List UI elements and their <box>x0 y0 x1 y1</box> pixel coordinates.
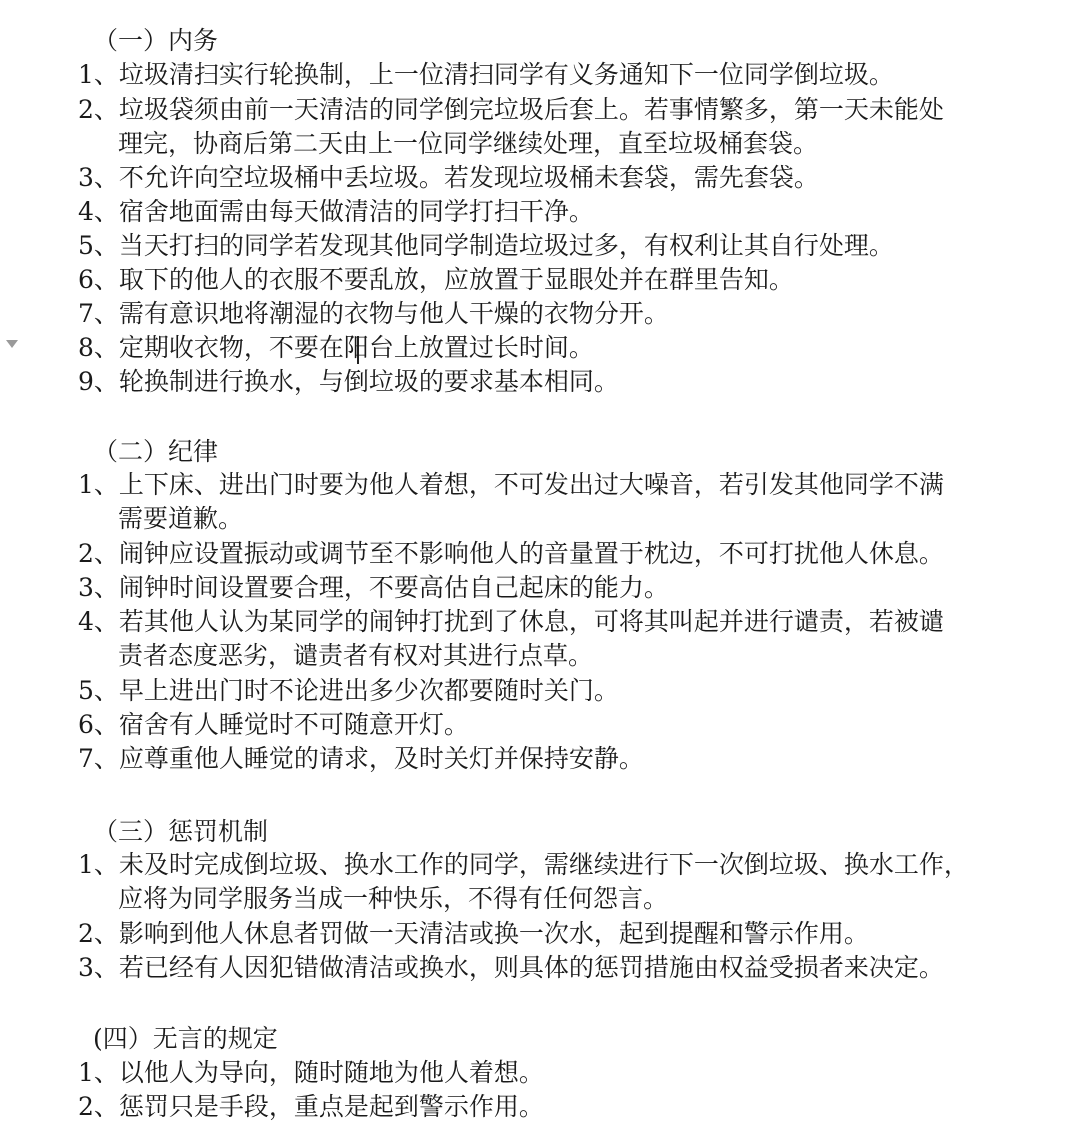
item-number: 2、 <box>78 95 119 124</box>
list-item <box>78 537 1038 571</box>
item-continuation-line <box>78 882 1038 916</box>
item-line <box>78 708 1038 742</box>
section-title: （一）内务 <box>93 26 219 55</box>
item-line <box>78 263 1038 297</box>
list-item <box>78 331 1038 365</box>
item-line <box>78 195 1038 229</box>
item-text: 需有意识地将潮湿的衣物与他人干燥的衣物分开。 <box>118 299 669 328</box>
list-item <box>78 93 1038 161</box>
item-number: 7、 <box>78 299 119 328</box>
item-line <box>78 297 1038 331</box>
list-item <box>78 263 1038 297</box>
item-line <box>78 468 1038 502</box>
list-item <box>78 195 1038 229</box>
item-continuation-line <box>78 502 1038 536</box>
item-text: 宿舍有人睡觉时不可随意开灯。 <box>118 710 469 739</box>
item-number: 5、 <box>78 231 119 260</box>
item-line <box>78 161 1038 195</box>
item-number: 2、 <box>78 1092 119 1121</box>
item-number: 3、 <box>78 573 119 602</box>
collapse-triangle-icon[interactable] <box>6 340 18 348</box>
item-text: 应尊重他人睡觉的请求，及时关灯并保持安静。 <box>118 744 644 773</box>
item-number: 3、 <box>78 953 119 982</box>
item-number: 1、 <box>78 470 119 499</box>
list-item <box>78 229 1038 263</box>
list-item <box>78 161 1038 195</box>
item-number: 4、 <box>78 197 119 226</box>
item-number: 6、 <box>78 710 119 739</box>
list-item <box>78 742 1038 776</box>
item-number: 8、 <box>78 333 119 362</box>
item-text: 以他人为导向，随时随地为他人着想。 <box>118 1058 544 1087</box>
item-text: 不允许向空垃圾桶中丢垃圾。若发现垃圾桶未套袋，需先套袋。 <box>118 163 819 192</box>
item-text: 当天打扫的同学若发现其他同学制造垃圾过多，有权利让其自行处理。 <box>118 231 894 260</box>
item-number: 6、 <box>78 265 119 294</box>
item-number: 4、 <box>78 607 119 636</box>
list-item <box>78 674 1038 708</box>
item-text: 若已经有人因犯错做清洁或换水，则具体的惩罚措施由权益受损者来决定。 <box>118 953 944 982</box>
item-line <box>78 848 1038 882</box>
item-text: 上下床、进出门时要为他人着想，不可发出过大噪音，若引发其他同学不满 <box>118 470 944 499</box>
item-line <box>78 742 1038 776</box>
section-title: （三）惩罚机制 <box>93 817 269 846</box>
item-line <box>78 1056 1038 1090</box>
item-text: 取下的他人的衣服不要乱放，应放置于显眼处并在群里告知。 <box>118 265 794 294</box>
item-line <box>78 674 1038 708</box>
list-item <box>78 297 1038 331</box>
item-text: 定期收衣物，不要在阳台上放置过长时间。 <box>118 333 594 362</box>
item-number: 7、 <box>78 744 119 773</box>
item-number: 1、 <box>78 1058 119 1087</box>
list-item <box>78 365 1038 399</box>
item-number: 1、 <box>78 850 119 879</box>
item-text: 理完，协商后第二天由上一位同学继续处理，直至垃圾桶套袋。 <box>118 129 819 158</box>
item-text: 闹钟应设置振动或调节至不影响他人的音量置于枕边，不可打扰他人休息。 <box>118 539 944 568</box>
item-number: 9、 <box>78 367 119 396</box>
list-item <box>78 1090 1038 1124</box>
item-text: 影响到他人休息者罚做一天清洁或换一次水，起到提醒和警示作用。 <box>118 919 869 948</box>
list-item <box>78 605 1038 673</box>
list-item <box>78 58 1038 92</box>
item-line <box>78 605 1038 639</box>
item-line <box>78 917 1038 951</box>
item-text: 责者态度恶劣，谴责者有权对其进行点草。 <box>118 641 594 670</box>
item-text: 垃圾清扫实行轮换制，上一位清扫同学有义务通知下一位同学倒垃圾。 <box>118 60 894 89</box>
list-item <box>78 917 1038 951</box>
item-text: 需要道歉。 <box>118 504 244 533</box>
item-number: 3、 <box>78 163 119 192</box>
item-line <box>78 331 1038 365</box>
item-number: 5、 <box>78 676 119 705</box>
list-item <box>78 1056 1038 1090</box>
item-text: 未及时完成倒垃圾、换水工作的同学，需继续进行下一次倒垃圾、换水工作， <box>118 850 969 879</box>
section-title: (四）无言的规定 <box>93 1024 278 1053</box>
item-text: 垃圾袋须由前一天清洁的同学倒完垃圾后套上。若事情繁多，第一天未能处 <box>118 95 944 124</box>
item-line <box>78 571 1038 605</box>
item-text: 若其他人认为某同学的闹钟打扰到了休息，可将其叫起并进行谴责，若被谴 <box>118 607 944 636</box>
item-number: 2、 <box>78 539 119 568</box>
list-item <box>78 848 1038 916</box>
item-line <box>78 229 1038 263</box>
item-text: 惩罚只是手段，重点是起到警示作用。 <box>118 1092 544 1121</box>
item-number: 2、 <box>78 919 119 948</box>
item-line <box>78 365 1038 399</box>
list-item <box>78 468 1038 536</box>
item-line <box>78 951 1038 985</box>
list-item <box>78 951 1038 985</box>
item-continuation-line <box>78 639 1038 673</box>
item-line <box>78 1090 1038 1124</box>
item-text: 闹钟时间设置要合理，不要高估自己起床的能力。 <box>118 573 669 602</box>
item-line <box>78 537 1038 571</box>
item-continuation-line <box>78 127 1038 161</box>
item-text: 应将为同学服务当成一种快乐，不得有任何怨言。 <box>118 884 669 913</box>
list-item <box>78 571 1038 605</box>
item-number: 1、 <box>78 60 119 89</box>
item-line <box>78 93 1038 127</box>
item-text: 轮换制进行换水，与倒垃圾的要求基本相同。 <box>118 367 619 396</box>
item-line <box>78 58 1038 92</box>
section-title: （二）纪律 <box>93 437 219 466</box>
item-text: 早上进出门时不论进出多少次都要随时关门。 <box>118 676 619 705</box>
list-item <box>78 708 1038 742</box>
item-text: 宿舍地面需由每天做清洁的同学打扫干净。 <box>118 197 594 226</box>
